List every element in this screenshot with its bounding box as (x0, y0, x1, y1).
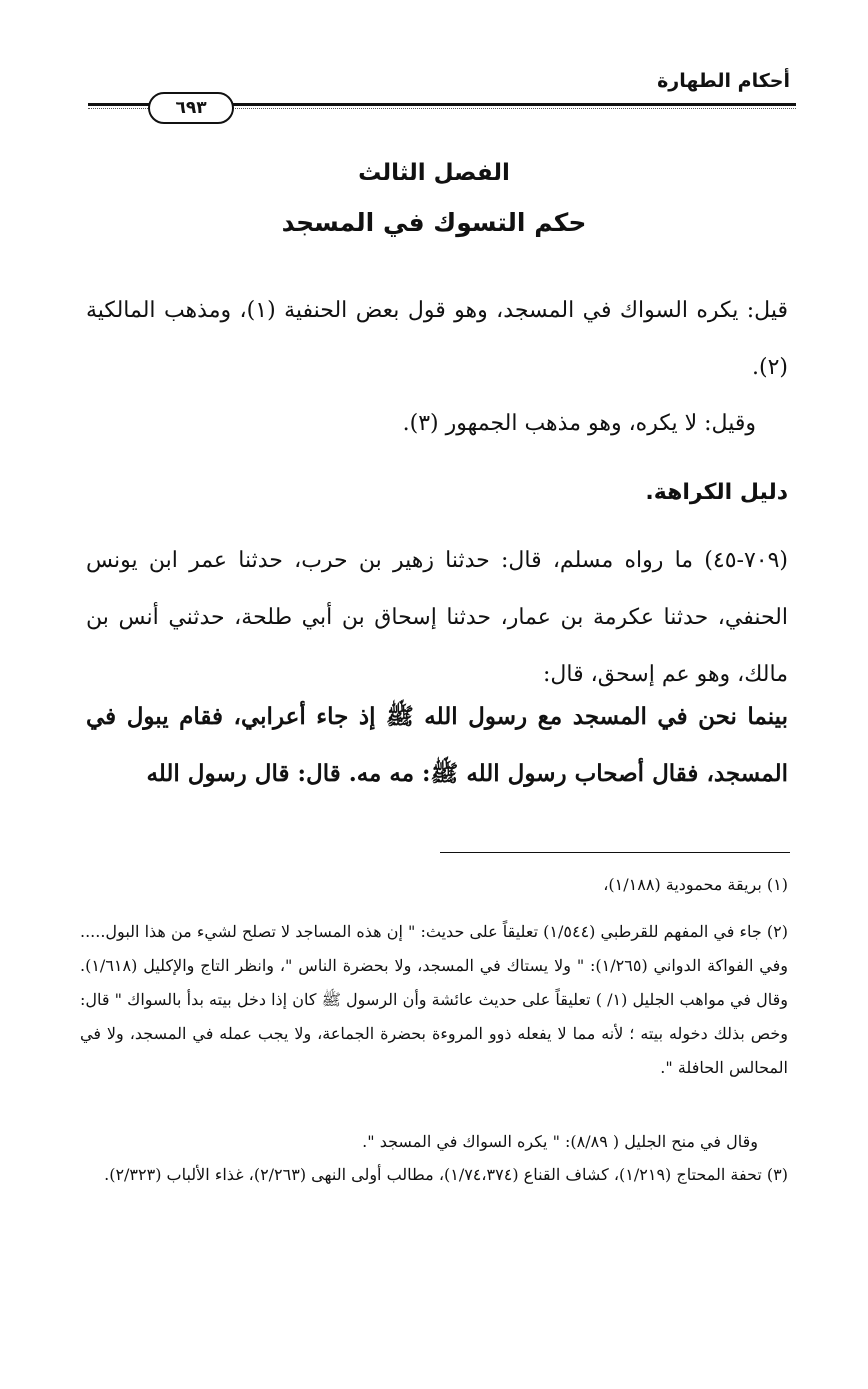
paragraph-opinion-1: قيل: يكره السواك في المسجد، وهو قول بعض الحنفية (١)، ومذهب المالكية (٢). (86, 298, 788, 380)
evidence-heading: دليل الكراهة. (645, 480, 788, 505)
footnote-1: (١) بريقة محمودية (١/١٨٨)، (603, 875, 788, 894)
paragraph-hadith-chain: (٧٠٩-٤٥) ما رواه مسلم، قال: حدثنا زهير بن حرب، حدثنا عمر ابن يونس الحنفي، حدثنا عكرمة بن عمار، حدثنا إسحاق بن أبي طلحة، حدثني أنس بن مالك، وهو عم إسحق، قال: (86, 548, 788, 687)
running-title: أحكام الطهارة (657, 70, 790, 92)
paragraph-hadith-text: بينما نحن في المسجد مع رسول الله ﷺ إذ جاء أعرابي، فقام يبول في المسجد، فقال أصحاب رسول الله ﷺ: مه مه. قال: قال رسول الله (86, 703, 788, 787)
paragraph-opinion-2: وقيل: لا يكره، وهو مذهب الجمهور (٣). (402, 411, 756, 436)
footnote-2: (٢) جاء في المفهم للقرطبي (١/٥٤٤) تعليقاً على حديث: " إن هذه المساجد لا تصلح لشيء من هذا البول..... وفي الفواكة الدواني (١/٢٦٥): " ولا يستاك في المسجد، ولا بحضرة الناس "، وانظر التاج والإكليل (١/٦١٨). وقال في مواهب الجليل (١/ ) تعليقاً على حديث عائشة وأن الرسول ﷺ كان إذا دخل بيته بدأ بالسواك " قال: وخص بذلك دخوله بيته ؛ لأنه مما لا يفعله ذوو المروءة بحضرة الجماعة، ولا يجب عمله في المسجد، ولا في المحالس الحافلة ". (80, 922, 789, 1077)
chapter-title: الفصل الثالث (358, 160, 510, 186)
footnote-separator (440, 852, 790, 853)
page-number: ٦٩٣ (148, 92, 234, 124)
chapter-subtitle: حكم التسوك في المسجد (281, 208, 587, 237)
footnote-3: (٣) تحفة المحتاج (١/٢١٩)، كشاف القناع (١/٧٤،٣٧٤)، مطالب أولى النهى (٢/٢٦٣)، غذاء الألباب (٢/٣٢٣). (104, 1165, 788, 1184)
footnote-2-continued: وقال في منح الجليل ( ٨/٨٩): " يكره السواك في المسجد ". (362, 1132, 758, 1151)
